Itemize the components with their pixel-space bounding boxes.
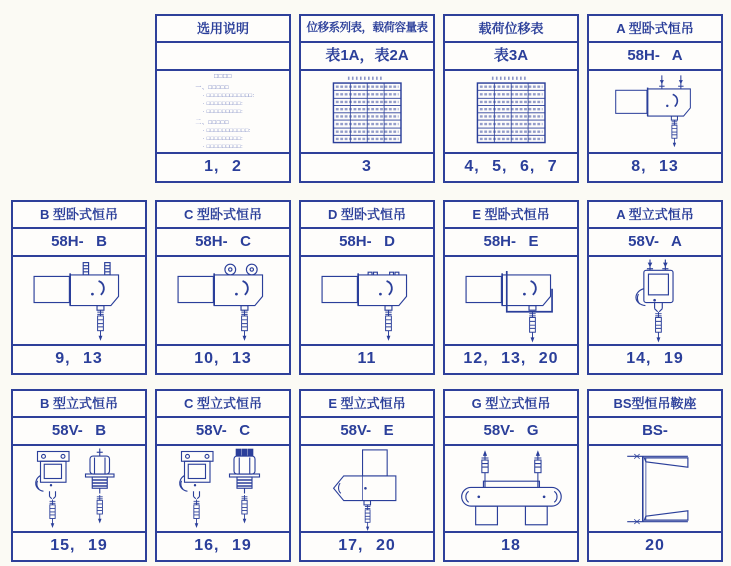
cell-pages: 1, 2 (157, 152, 289, 181)
cell-58h-e (443, 200, 579, 375)
cell-figure (445, 257, 577, 344)
cell-figure (13, 257, 145, 344)
cell-58h-d (299, 200, 435, 375)
cell-figure (445, 71, 577, 152)
cell-title: A 型卧式恒吊 (589, 16, 721, 43)
cell-pages: 11 (301, 344, 433, 373)
cell-title: D 型卧式恒吊 (301, 202, 433, 229)
cell-pages: 17, 20 (301, 531, 433, 560)
cell-figure (13, 446, 145, 531)
drawing-58h-a-horizontal-hanger (613, 74, 697, 150)
cell-model: 58H- E (445, 229, 577, 257)
cell-model: 58H- D (301, 229, 433, 257)
cell-figure (589, 257, 721, 344)
cell-pages: 8, 13 (589, 152, 721, 181)
cell-model: BS- (589, 418, 721, 446)
cell-58h-c (155, 200, 291, 375)
cell-58v-b (11, 389, 147, 562)
drawing-58h-d-horizontal-hanger (319, 258, 414, 344)
selection-notes: □□□□ 一、□□□□□ · □□□□□□□□□□□□: · □□□□□□□□□: · □□□□□□□□□: 二、□□□□□ · □□□□□□□□□□□: · □□□□□□□□□: · □□□□□□□□□: (195, 72, 255, 150)
cell-title: B 型卧式恒吊 (13, 202, 145, 229)
cell-model: 58V- A (589, 229, 721, 257)
cell-model: 表1A，表2A (301, 43, 433, 71)
cell-pages: 12, 13, 20 (445, 344, 577, 373)
drawing-bs-saddle (607, 447, 703, 531)
cell-58h-a (587, 14, 723, 183)
cell-title: C 型立式恒吊 (157, 391, 289, 418)
cell-pages: 10, 13 (157, 344, 289, 373)
cell-title: 位移系列表，载荷容量表 (301, 16, 433, 43)
row-1 (155, 14, 723, 183)
cell-figure (157, 446, 289, 531)
drawing-58h-c-horizontal-hanger (175, 258, 270, 344)
cell-bs-saddle (587, 389, 723, 562)
cell-figure (589, 71, 721, 152)
cell-load-displacement-table (443, 14, 579, 183)
cell-title: 选用说明 (157, 16, 289, 43)
cell-title: E 型立式恒吊 (301, 391, 433, 418)
cell-figure (301, 446, 433, 531)
cell-displacement-series-table (299, 14, 435, 183)
cell-figure (157, 257, 289, 344)
cell-pages: 16, 19 (157, 531, 289, 560)
cell-figure (301, 257, 433, 344)
cell-pages: 3 (301, 152, 433, 181)
cell-title: C 型卧式恒吊 (157, 202, 289, 229)
cell-pages: 20 (589, 531, 721, 560)
cell-figure (589, 446, 721, 531)
cell-pages: 15, 19 (13, 531, 145, 560)
mini-table-drawing (471, 75, 551, 149)
cell-title: BS型恒吊鞍座 (589, 391, 721, 418)
cell-model: 58H- A (589, 43, 721, 71)
row-2 (11, 200, 723, 375)
cell-selection-guide (155, 14, 291, 183)
drawing-58v-a-vertical-hanger (607, 258, 702, 344)
cell-58v-e (299, 389, 435, 562)
cell-figure (301, 71, 433, 152)
cell-model: 58V- C (157, 418, 289, 446)
cell-title: B 型立式恒吊 (13, 391, 145, 418)
drawing-58v-e-vertical-hanger (322, 447, 412, 531)
cell-58v-a (587, 200, 723, 375)
cell-title: G 型立式恒吊 (445, 391, 577, 418)
mini-table-drawing (327, 75, 407, 149)
drawing-58h-b-horizontal-hanger (31, 258, 126, 344)
cell-model: 58V- E (301, 418, 433, 446)
drawing-58v-b-vertical-hanger (33, 447, 126, 531)
drawing-58v-g-vertical-hanger (457, 447, 566, 531)
cell-pages: 18 (445, 531, 577, 560)
cell-title: E 型卧式恒吊 (445, 202, 577, 229)
cell-model (157, 43, 289, 71)
cell-title: A 型立式恒吊 (589, 202, 721, 229)
cell-figure (445, 446, 577, 531)
cell-pages: 9, 13 (13, 344, 145, 373)
cell-pages: 4, 5, 6, 7 (445, 152, 577, 181)
cell-58h-b (11, 200, 147, 375)
cell-title: 载荷位移表 (445, 16, 577, 43)
cell-figure (157, 71, 289, 152)
cell-model: 58V- G (445, 418, 577, 446)
cell-model: 58H- B (13, 229, 145, 257)
cell-pages: 14, 19 (589, 344, 721, 373)
cell-model: 表3A (445, 43, 577, 71)
cell-58v-c (155, 389, 291, 562)
row-3 (11, 389, 723, 562)
cell-model: 58H- C (157, 229, 289, 257)
cell-model: 58V- B (13, 418, 145, 446)
cell-58v-g (443, 389, 579, 562)
drawing-58h-e-horizontal-hanger (463, 258, 558, 344)
drawing-58v-c-vertical-hanger (177, 447, 270, 531)
